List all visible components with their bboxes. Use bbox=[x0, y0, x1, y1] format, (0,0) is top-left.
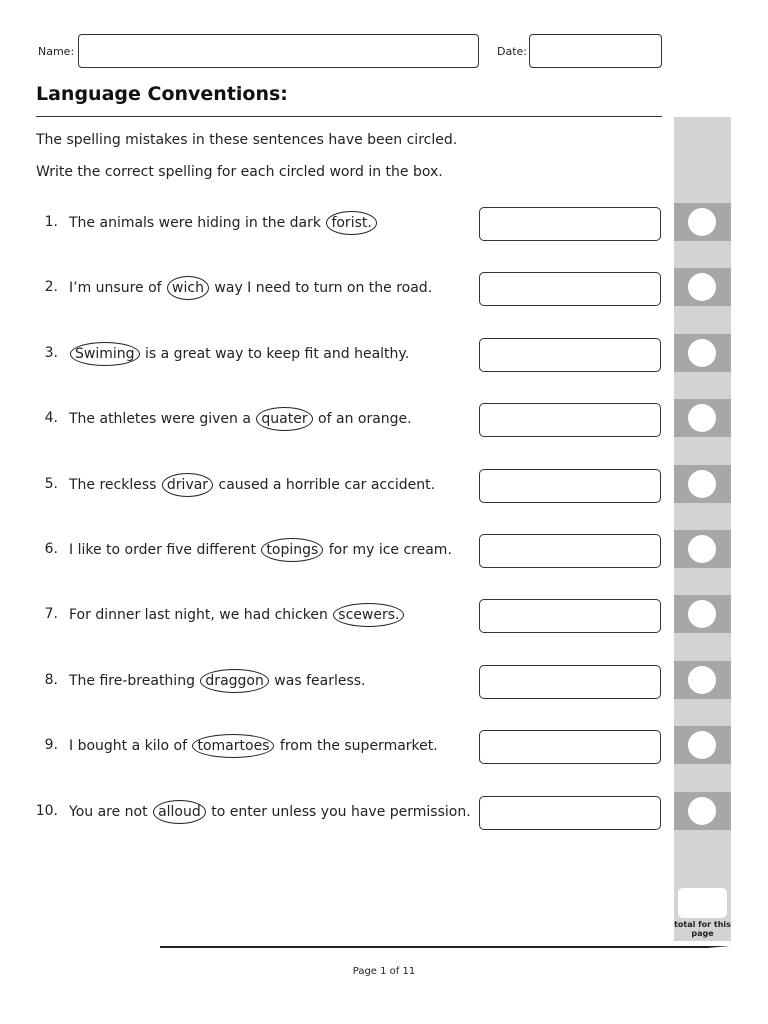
page-number: Page 1 of 11 bbox=[352, 966, 416, 977]
mark-circle[interactable] bbox=[688, 666, 716, 694]
sentence-text-after: is a great way to keep fit and healthy. bbox=[140, 346, 410, 362]
circled-misspelled-word: quater bbox=[256, 407, 312, 431]
question-sentence bbox=[69, 606, 405, 624]
mark-circle[interactable] bbox=[688, 208, 716, 236]
instruction-text: Write the correct spelling for each circled word in the box. bbox=[36, 164, 443, 180]
question-row bbox=[0, 469, 670, 503]
sentence-text-before: The fire-breathing bbox=[69, 673, 200, 689]
question-number: 7. bbox=[44, 606, 58, 622]
question-number: 9. bbox=[44, 737, 58, 753]
circled-misspelled-word: Swiming bbox=[70, 342, 140, 366]
title-divider bbox=[36, 116, 662, 117]
question-row bbox=[0, 599, 670, 633]
mark-block bbox=[674, 465, 731, 503]
question-sentence bbox=[69, 345, 409, 363]
question-row bbox=[0, 403, 670, 437]
circled-misspelled-word: drivar bbox=[162, 473, 213, 497]
answer-box[interactable] bbox=[479, 796, 661, 830]
mark-block bbox=[674, 334, 731, 372]
page-total-box[interactable] bbox=[678, 888, 727, 918]
answer-box[interactable] bbox=[479, 730, 661, 764]
question-row bbox=[0, 272, 670, 306]
answer-box[interactable] bbox=[479, 338, 661, 372]
date-input[interactable] bbox=[529, 34, 662, 68]
sentence-text-after: way I need to turn on the road. bbox=[209, 280, 433, 296]
question-sentence bbox=[69, 672, 366, 690]
sentence-text-before: For dinner last night, we had chicken bbox=[69, 607, 333, 623]
mark-block bbox=[674, 792, 731, 830]
question-sentence bbox=[69, 737, 438, 755]
name-input[interactable] bbox=[78, 34, 479, 68]
sentence-text-before: The reckless bbox=[69, 477, 161, 493]
circled-misspelled-word: tomartoes bbox=[192, 734, 274, 758]
sentence-text-before: I like to order five different bbox=[69, 542, 261, 558]
question-number: 10. bbox=[35, 803, 58, 819]
mark-circle[interactable] bbox=[688, 535, 716, 563]
question-row bbox=[0, 534, 670, 568]
question-row bbox=[0, 338, 670, 372]
mark-circle[interactable] bbox=[688, 731, 716, 759]
circled-misspelled-word: wich bbox=[167, 276, 209, 300]
answer-box[interactable] bbox=[479, 599, 661, 633]
question-sentence bbox=[69, 803, 471, 821]
mark-block bbox=[674, 726, 731, 764]
mark-block bbox=[674, 399, 731, 437]
circled-misspelled-word: forist. bbox=[326, 211, 376, 235]
question-row bbox=[0, 796, 670, 830]
question-sentence bbox=[69, 279, 432, 297]
mark-circle[interactable] bbox=[688, 273, 716, 301]
question-sentence bbox=[69, 214, 378, 232]
answer-box[interactable] bbox=[479, 403, 661, 437]
date-label: Date: bbox=[497, 45, 527, 58]
mark-block bbox=[674, 595, 731, 633]
circled-misspelled-word: scewers. bbox=[333, 603, 404, 627]
question-number: 3. bbox=[44, 345, 58, 361]
mark-circle[interactable] bbox=[688, 600, 716, 628]
answer-box[interactable] bbox=[479, 272, 661, 306]
sentence-text-before: You are not bbox=[69, 804, 153, 820]
sentence-text-after: caused a horrible car accident. bbox=[214, 477, 436, 493]
question-row bbox=[0, 207, 670, 241]
answer-box[interactable] bbox=[479, 469, 661, 503]
question-number: 8. bbox=[44, 672, 58, 688]
mark-circle[interactable] bbox=[688, 470, 716, 498]
question-row bbox=[0, 665, 670, 699]
mark-block bbox=[674, 530, 731, 568]
sentence-text-after: to enter unless you have permission. bbox=[206, 804, 471, 820]
circled-misspelled-word: topings bbox=[261, 538, 323, 562]
instruction-text: The spelling mistakes in these sentences have been circled. bbox=[36, 132, 458, 148]
answer-box[interactable] bbox=[479, 665, 661, 699]
sentence-text-after: for my ice cream. bbox=[324, 542, 452, 558]
mark-circle[interactable] bbox=[688, 797, 716, 825]
sentence-text-after: from the supermarket. bbox=[275, 738, 438, 754]
circled-misspelled-word: alloud bbox=[153, 800, 206, 824]
question-number: 6. bbox=[44, 541, 58, 557]
sentence-text-after: was fearless. bbox=[269, 673, 366, 689]
sentence-text-before: I bought a kilo of bbox=[69, 738, 192, 754]
sentence-text-after: of an orange. bbox=[313, 411, 412, 427]
question-number: 2. bbox=[44, 279, 58, 295]
mark-block bbox=[674, 661, 731, 699]
mark-circle[interactable] bbox=[688, 339, 716, 367]
question-row bbox=[0, 730, 670, 764]
name-label: Name: bbox=[38, 45, 75, 58]
question-sentence bbox=[69, 476, 435, 494]
question-sentence bbox=[69, 541, 452, 559]
answer-box[interactable] bbox=[479, 534, 661, 568]
answer-box[interactable] bbox=[479, 207, 661, 241]
question-number: 5. bbox=[44, 476, 58, 492]
sentence-text-before: I’m unsure of bbox=[69, 280, 167, 296]
mark-block bbox=[674, 203, 731, 241]
page-total-label: total for this page bbox=[674, 920, 731, 938]
question-sentence bbox=[69, 410, 412, 428]
page-title: Language Conventions: bbox=[36, 83, 288, 105]
question-number: 1. bbox=[44, 214, 58, 230]
mark-block bbox=[674, 268, 731, 306]
question-number: 4. bbox=[44, 410, 58, 426]
sentence-text-before: The animals were hiding in the dark bbox=[69, 215, 326, 231]
footer-divider bbox=[160, 946, 730, 948]
mark-circle[interactable] bbox=[688, 404, 716, 432]
circled-misspelled-word: draggon bbox=[200, 669, 268, 693]
sentence-text-before: The athletes were given a bbox=[69, 411, 256, 427]
